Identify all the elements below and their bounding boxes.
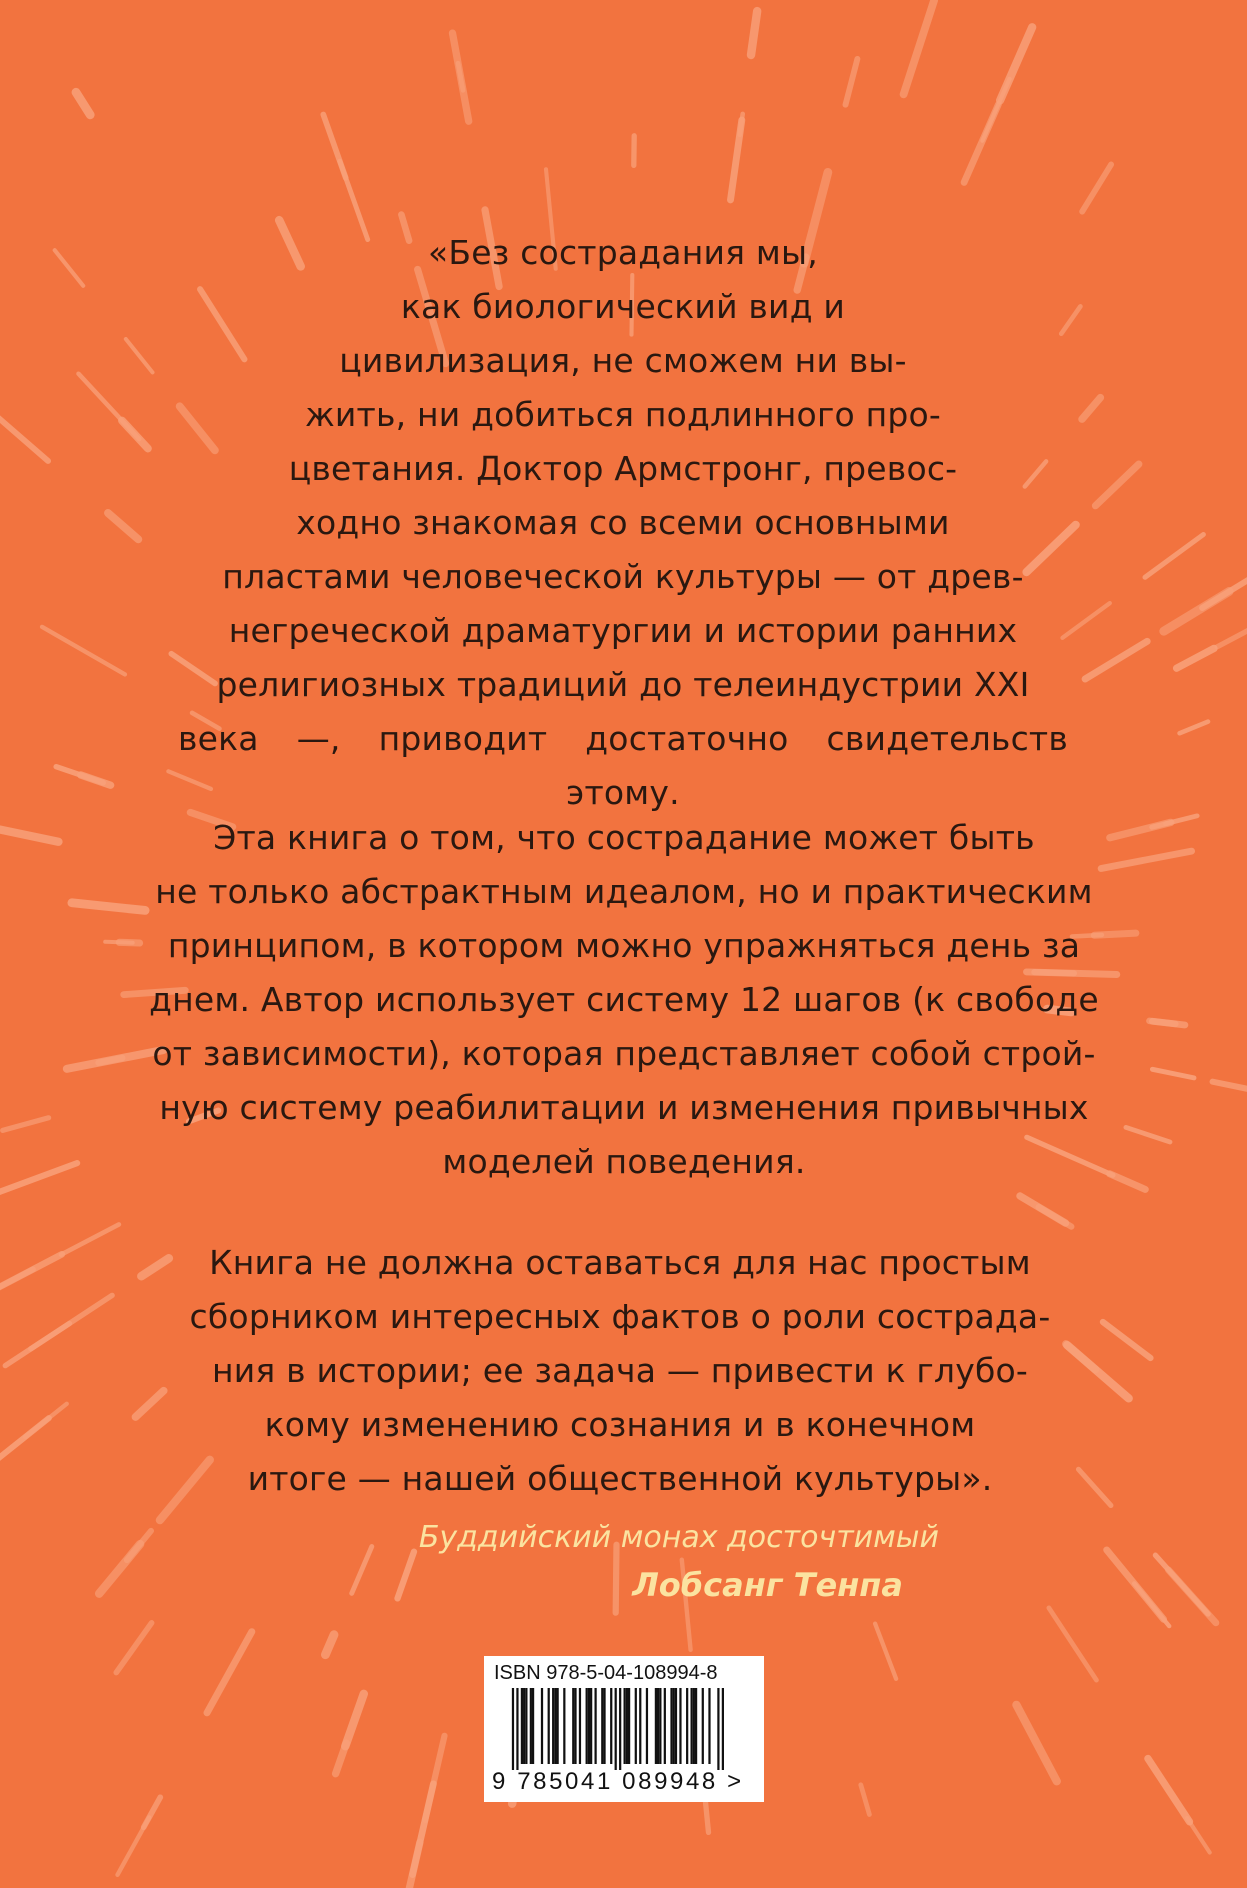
text-line: Книга не должна оставаться для нас простым	[209, 1243, 1031, 1282]
ray-stroke	[61, 1224, 119, 1254]
barcode-bar	[691, 1688, 693, 1764]
barcode-bar	[557, 1688, 559, 1764]
ray-stroke	[76, 92, 90, 115]
ray-stroke	[325, 1635, 334, 1655]
ray-stroke	[861, 1785, 870, 1815]
barcode-bar	[572, 1688, 574, 1764]
barcode-bar	[541, 1688, 543, 1764]
ray-stroke	[0, 1163, 77, 1196]
ray-stroke	[1152, 1021, 1185, 1025]
text-line: цивилизация, не сможем ни вы-	[339, 341, 907, 380]
ray-stroke	[1085, 641, 1147, 679]
barcode-bar	[554, 1688, 556, 1764]
barcode-bar	[670, 1688, 672, 1764]
barcode-bars	[494, 1688, 724, 1770]
barcode-bar	[722, 1688, 724, 1770]
ray-stroke	[1096, 464, 1139, 506]
ray-stroke	[42, 627, 125, 675]
barcode-bar	[657, 1688, 659, 1764]
barcode-bar	[590, 1688, 592, 1764]
barcode-bar	[610, 1688, 612, 1764]
ray-stroke	[875, 1624, 896, 1679]
text-line: принципом, в котором можно упражняться день за	[167, 926, 1081, 965]
ray-stroke	[1049, 1608, 1097, 1680]
text-line: ную систему реабилитации и изменения привычных	[159, 1088, 1089, 1127]
text-line: ходно знакомая со всеми основными	[296, 503, 950, 542]
ray-stroke	[453, 33, 469, 121]
barcode-bar	[646, 1688, 648, 1764]
ray-stroke	[1103, 1322, 1151, 1358]
barcode-bar	[693, 1688, 695, 1764]
ray-stroke	[751, 11, 757, 55]
text-line: религиозных традиций до телеиндустрии XXI	[216, 665, 1030, 704]
quote-paragraph-2	[146, 811, 1102, 1189]
barcode-bar	[628, 1688, 630, 1764]
barcode-bar	[523, 1688, 525, 1764]
barcode-bar	[586, 1688, 588, 1764]
ray-stroke	[1145, 535, 1203, 578]
barcode-bar	[686, 1688, 688, 1764]
ray-stroke	[3, 1118, 49, 1131]
text-line: негреческой драматургии и истории ранних	[228, 611, 1018, 650]
ray-stroke	[1079, 1469, 1111, 1505]
barcode-bar	[516, 1688, 518, 1770]
text-line: итоге — нашей общественной культуры».	[247, 1459, 993, 1498]
barcode-bar	[548, 1688, 550, 1764]
barcode-bar	[521, 1688, 523, 1764]
ray-stroke	[731, 120, 742, 200]
barcode-bar	[626, 1688, 628, 1764]
ray-stroke	[1217, 622, 1247, 647]
ray-stroke	[1177, 648, 1214, 668]
text-line: века —, приводит достаточно свидетельств этому.	[178, 719, 1068, 812]
ray-stroke	[0, 1254, 62, 1291]
ray-stroke	[0, 413, 48, 461]
barcode-bar	[574, 1688, 576, 1764]
text-line: как биологический вид и	[400, 287, 846, 326]
barcode-bar	[525, 1688, 527, 1764]
ray-stroke	[1067, 1345, 1129, 1398]
barcode-bar	[675, 1688, 677, 1764]
attribution-role: Буддийский монах досточтимый	[418, 1520, 939, 1555]
text-line: «Без сострадания мы,	[428, 233, 818, 272]
quote-paragraph-1	[178, 226, 1068, 820]
ray-stroke	[1082, 398, 1100, 420]
ray-stroke	[336, 1743, 347, 1774]
ray-stroke	[72, 903, 145, 911]
ray-stroke	[127, 1531, 151, 1560]
ray-stroke	[25, 1404, 66, 1437]
barcode-bar	[635, 1688, 637, 1764]
barcode-bar	[588, 1688, 590, 1764]
text-line: сборником интересных фактов о роли сострада-	[189, 1297, 1051, 1336]
isbn-barcode	[484, 1656, 764, 1802]
barcode-bar	[717, 1688, 719, 1770]
barcode-bar	[601, 1688, 603, 1764]
barcode-bar	[655, 1688, 657, 1764]
text-line: пластами человеческой культуры — от древ-	[222, 557, 1024, 596]
barcode-bar	[563, 1688, 565, 1764]
barcode-bar	[659, 1688, 661, 1764]
ray-stroke	[1180, 722, 1208, 734]
ray-stroke	[1110, 1174, 1146, 1190]
barcode-bar	[615, 1688, 617, 1770]
ray-stroke	[1148, 1759, 1190, 1822]
ray-stroke	[406, 1842, 420, 1888]
ray-stroke	[1082, 165, 1111, 212]
text-line: от зависимости), которая представляет собой строй-	[152, 1034, 1096, 1073]
barcode-bar	[624, 1688, 626, 1764]
text-line: кому изменению сознания и в конечном	[264, 1405, 976, 1444]
ray-stroke	[0, 826, 58, 842]
attribution-name: Лобсанг Тенпа	[632, 1566, 903, 1604]
ray-stroke	[323, 115, 345, 178]
ray-stroke	[1152, 1069, 1194, 1078]
barcode-bar	[530, 1688, 532, 1764]
ray-stroke	[122, 421, 148, 449]
barcode-bar	[673, 1688, 675, 1764]
barcode-bar	[579, 1688, 581, 1764]
ray-stroke	[345, 1694, 364, 1746]
text-line: жить, ни добиться подлинного про-	[304, 395, 941, 434]
barcode-bar	[594, 1688, 596, 1764]
ray-stroke	[1126, 1127, 1170, 1142]
barcode-bar	[552, 1688, 554, 1764]
barcode-bar	[708, 1688, 710, 1764]
ray-stroke	[398, 1552, 415, 1599]
isbn-label: ISBN 978-5-04-108994-8	[494, 1662, 718, 1684]
ray-stroke	[1016, 1705, 1056, 1782]
ray-stroke	[136, 1391, 164, 1417]
ray-stroke	[5, 1324, 69, 1366]
ray-stroke	[1107, 1550, 1164, 1619]
ray-stroke	[126, 339, 153, 372]
ray-stroke	[352, 1547, 372, 1594]
ray-stroke	[1063, 603, 1110, 638]
text-line: Эта книга о том, что сострадание может быть	[213, 818, 1035, 857]
barcode-bar	[639, 1688, 641, 1764]
ray-stroke	[1213, 1082, 1247, 1089]
ray-stroke	[116, 1623, 151, 1673]
barcode-bar	[532, 1688, 534, 1764]
text-line: днем. Автор использует систему 12 шагов (к свободе	[149, 980, 1099, 1019]
barcode-bar	[695, 1688, 697, 1764]
quote-paragraph-3	[180, 1236, 1060, 1506]
ray-stroke	[1101, 851, 1192, 868]
ray-stroke	[81, 775, 111, 785]
ray-stroke	[119, 942, 139, 943]
ray-stroke	[425, 1736, 444, 1820]
text-line: моделей поведения.	[442, 1142, 806, 1181]
ray-stroke	[1020, 1196, 1066, 1223]
ray-stroke	[108, 513, 138, 539]
barcode-digits: 9 785041 089948 >	[492, 1768, 744, 1795]
text-line: ния в истории; ее задача — привести к глубо-	[211, 1351, 1028, 1390]
ray-stroke	[1164, 592, 1229, 632]
ray-stroke	[982, 79, 1009, 141]
barcode-bar	[679, 1688, 681, 1764]
barcode-bar	[603, 1688, 605, 1764]
ray-stroke	[207, 1632, 252, 1713]
ray-stroke	[904, 0, 935, 94]
barcode-bar	[702, 1688, 704, 1764]
barcode-bar	[664, 1688, 666, 1764]
ray-stroke	[141, 1258, 168, 1276]
ray-stroke	[846, 59, 858, 105]
text-line: не только абстрактным идеалом, но и практическим	[155, 872, 1093, 911]
ray-stroke	[1155, 1555, 1208, 1614]
ray-stroke	[55, 250, 83, 286]
ray-stroke	[118, 1818, 150, 1875]
barcode-bar	[619, 1688, 621, 1770]
text-line: цветания. Доктор Армстронг, превос-	[288, 449, 958, 488]
barcode-bar	[512, 1688, 514, 1770]
